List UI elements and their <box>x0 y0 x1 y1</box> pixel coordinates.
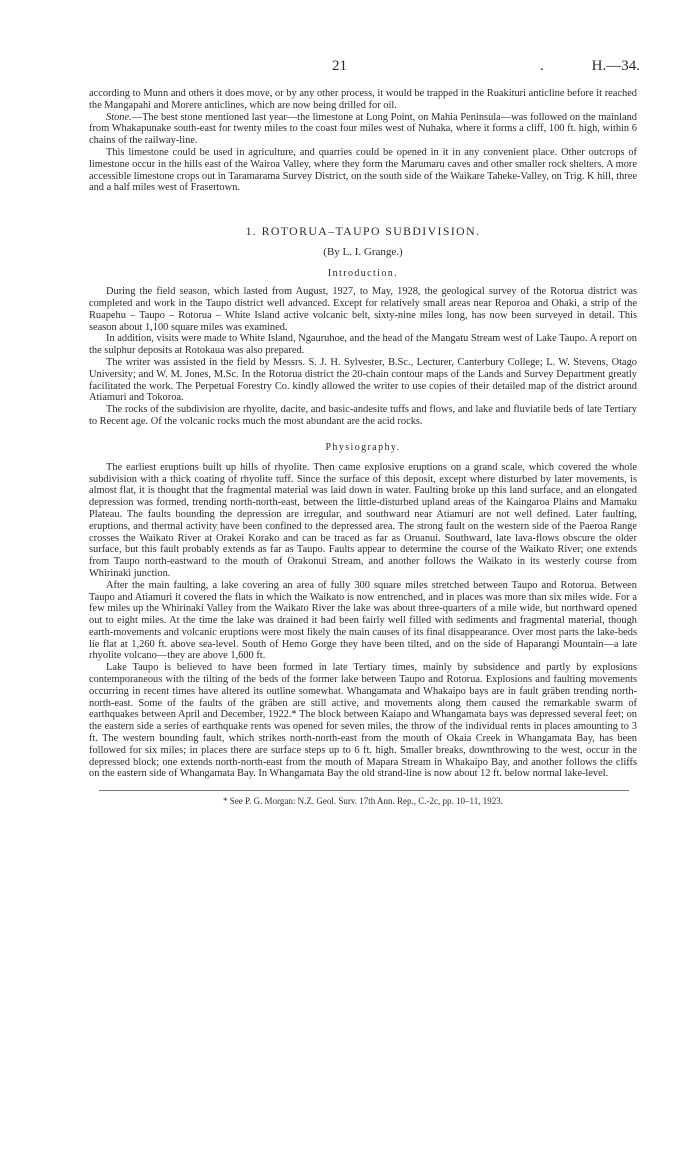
section-title: 1. ROTORUA–TAUPO SUBDIVISION. <box>245 224 481 239</box>
paragraph-physiography-3: Lake Taupo is believed to have been formed in late Tertiary times, mainly by subsidence and partly by explosions contemporaneous with the tilting of the beds of the former lake between Taupo and Rotorua. Explosions and faulting movements occurring in recent times have altered its outline somewhat. Whangamata and Whakaipo bays are in fault gräben trending north-north-east. Some of the faults of the gräben are still active, and movements along them caused the remarkable swarm of earthquakes between April and December, 1922.* The block between Kaiapo and Whangamata bays was depressed several feet; on the eastern side a series of earthquake rents was opened for seven miles, the throw of the individual rents in places amounting to 3 ft. The western bounding fault, which strikes north-north-east from the mouth of Okaia Creek in Whangamata Bay, has been followed for six miles; in places there are surface steps up to 6 ft. high. Smaller breaks, downthrowing to the west, occur in the depressed block; one extends north-north-east from the mouth of Mapara Stream in Whakaipo Bay, and another follows the cliffs on the eastern side of Whangamata Bay. In Whangamata Bay the old strand-line is now about 12 ft. below normal lake-level. <box>89 662 637 780</box>
section-byline: (By L. I. Grange.) <box>323 246 403 259</box>
paragraph-limestone: This limestone could be used in agriculture, and quarries could be opened in it in any convenient place. Other outcrops of limestone occur in the hills east of the Wairoa Valley, where they form the Marumaru caves and other smaller rock shelters. A more accessible limestone crops out in Taramarama Survey District, on the south side of the Waikare Taheke-Valley, on Trig. K hill, three and a half miles west of Frasertown. <box>89 146 637 194</box>
page-header <box>0 58 700 78</box>
paragraph-continued: according to Munn and others it does move, or by any other process, it would be trapped in the Ruakituri anticline before it reached the Mangapahi and Morere anticlines, which are now being drilled for oil. <box>89 88 637 111</box>
page-number: 21 <box>332 58 347 74</box>
paragraph-introduction-1: During the field season, which lasted from August, 1927, to May, 1928, the geological survey of the Rotorua district was completed and work in the Taupo district well advanced. Except for relatively small areas near Reporoa and Ohaki, a strip of the Ruapehu – Taupo – Rotorua – White Island active volcanic belt, sixty-nine miles long, has now been surveyed in detail. This season about 1,100 square miles was examined. <box>89 286 637 333</box>
footnote-rule <box>99 790 629 791</box>
header-dot: . <box>540 58 544 74</box>
document-code: H.—34. <box>591 58 640 74</box>
paragraph-introduction-2: In addition, visits were made to White Island, Ngauruhoe, and the head of the Mangatu Stream west of Lake Taupo. A report on the sulphur deposits at Rotokaua was also prepared. <box>89 333 637 357</box>
paragraph-physiography-2: After the main faulting, a lake covering an area of fully 300 square miles stretched between Taupo and Rotorua. Between Taupo and Atiamuri it covered the flats in which the Waikato is now entrenched, and in places was more than six miles wide. For a few miles up the Whirinaki Valley from the Waikato River the lake was about three-quarters of a mile wide, but northward opened out to eight miles. At the time the lake was drained it had been fairly well filled with sediments and fragmental material, though earth-movements and volcanic eruptions were most likely the main causes of its final disappearance. Over most parts the lake-beds lie flat at 1,260 ft. above sea-level. South of Hemo Gorge they have been tilted, and on the side of Haparangi Mountain—a late rhyolite volcano—they are above 1,600 ft. <box>89 579 637 662</box>
page-body <box>89 88 637 807</box>
heading-introduction: Introduction. <box>327 268 399 280</box>
paragraph-introduction-3: The writer was assisted in the field by Messrs. S. J. H. Sylvester, B.Sc., Lecturer, Canterbury College; L. W. Stevens, Otago University; and W. M. Jones, M.Sc. In the Rotorua district the 20-chain contour maps of the Lands and Survey Department greatly facilitated the work. The Perpetual Forestry Co. kindly allowed the writer to use copies of their detailed map of the district around Atiamuri and Tokoroa. <box>89 356 637 404</box>
footnote: * See P. G. Morgan: N.Z. Geol. Surv. 17th Ann. Rep., C.-2c, pp. 10–11, 1923. <box>223 796 503 807</box>
heading-physiography: Physiography. <box>325 441 401 453</box>
paragraph-stone-text: —The best stone mentioned last year—the limestone at Long Point, on Mahia Peninsula—was followed on the mainland from Whakapunake south-east for twenty miles to the coast four miles west of Nuhaka, where it forms a cliff, 100 ft. high, within 6 chains of the railway-line. <box>89 111 637 147</box>
paragraph-lead-stone: Stone. <box>106 111 132 123</box>
paragraph-stone <box>89 112 637 147</box>
paragraph-physiography-1: The earliest eruptions built up hills of rhyolite. Then came explosive eruptions on a grand scale, which covered the whole subdivision with a thick coating of rhyolite tuff. Since the surface of this deposit, except where disturbed by later movements, is almost flat, it is thought that the fragmental material was laid down in water. Faulting broke up this land surface, and an elongated depression was formed, trending north-north-east, between the little-disturbed upland areas of the Kaingaroa Plains and Mamaku Plateau. The faults bounding the depression are irregular, and southward near Atiamuri are not well defined. Later faulting, eruptions, and thermal activity have been confined to the depressed area. The strong fault on the western side of the Paeroa Range crosses the Waikato River at Orakei Korako and can be traced as far as Oruanui. Southward, late lava-flows obscure the older surface, but this fault probably extends as far as Taupo. Faults appear to determine the course of the Waikato River; one extends from Taupo north-eastward to the mouth of Orakonui Stream, and another follows the Waikato in its westerly course from Whirinaki junction. <box>89 461 637 579</box>
paragraph-introduction-4: The rocks of the subdivision are rhyolite, dacite, and basic-andesite tuffs and flows, and lake and fluviatile beds of late Tertiary to Recent age. Of the volcanic rocks much the most abundant are the acid rocks. <box>89 404 637 427</box>
